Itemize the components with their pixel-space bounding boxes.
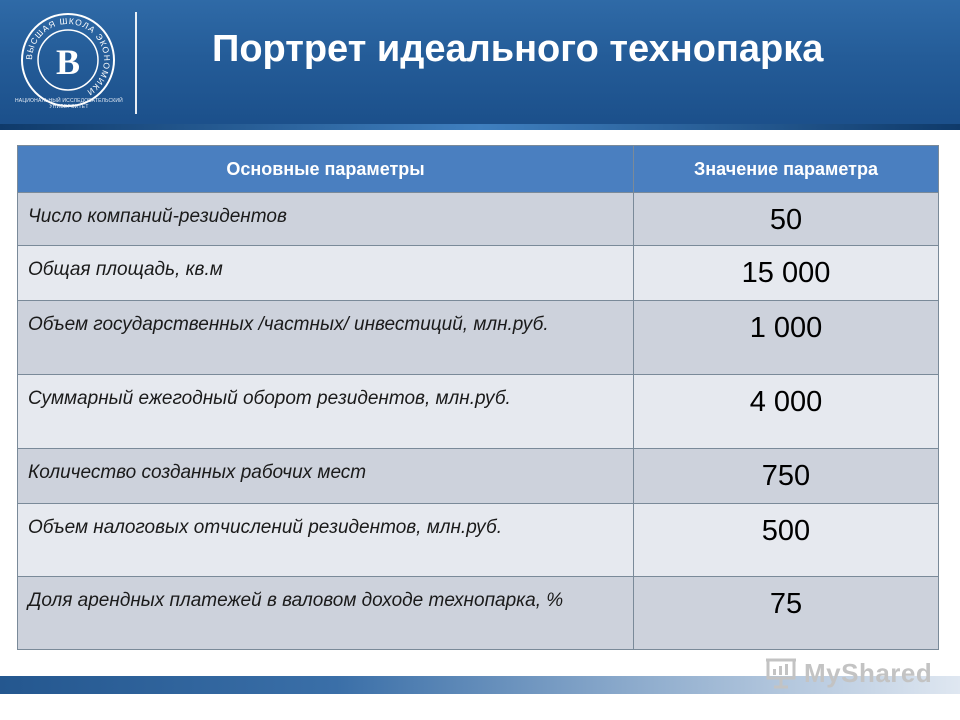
param-name: Число компаний-резидентов bbox=[18, 193, 634, 246]
table-row bbox=[18, 193, 939, 246]
param-value: 15 000 bbox=[634, 246, 939, 301]
presentation-board-icon bbox=[764, 657, 798, 689]
watermark-text: MyShared bbox=[804, 657, 933, 688]
param-value: 4 000 bbox=[634, 375, 939, 449]
table-row bbox=[18, 449, 939, 504]
param-name: Количество созданных рабочих мест bbox=[18, 449, 634, 504]
param-value: 750 bbox=[634, 449, 939, 504]
table-row bbox=[18, 504, 939, 577]
column-header-parameter: Основные параметры bbox=[18, 146, 634, 193]
param-value: 75 bbox=[634, 577, 939, 650]
logo-ring-text: ВЫСШАЯ ШКОЛА ЭКОНОМИКИ bbox=[23, 15, 113, 98]
param-value: 1 000 bbox=[634, 301, 939, 375]
table-row bbox=[18, 246, 939, 301]
svg-text:В: В bbox=[55, 42, 81, 82]
hse-logo-icon bbox=[18, 10, 118, 110]
param-name: Суммарный ежегодный оборот резидентов, млн.руб. bbox=[18, 375, 634, 449]
watermark bbox=[764, 655, 932, 691]
table-row bbox=[18, 301, 939, 375]
param-name: Объем налоговых отчислений резидентов, млн.руб. bbox=[18, 504, 634, 577]
parameters-table bbox=[17, 145, 939, 650]
table-row bbox=[18, 375, 939, 449]
header-divider bbox=[0, 124, 960, 130]
logo-caption: НАЦИОНАЛЬНЫЙ ИССЛЕДОВАТЕЛЬСКИЙ УНИВЕРСИТЕТ bbox=[15, 98, 123, 110]
param-value: 500 bbox=[634, 504, 939, 577]
table-row bbox=[18, 577, 939, 650]
param-name: Объем государственных /частных/ инвестиций, млн.руб. bbox=[18, 301, 634, 375]
param-name: Общая площадь, кв.м bbox=[18, 246, 634, 301]
header-vertical-line bbox=[135, 12, 137, 114]
page-title: Портрет идеального технопарка bbox=[212, 28, 824, 70]
column-header-value: Значение параметра bbox=[634, 146, 939, 193]
param-name: Доля арендных платежей в валовом доходе технопарка, % bbox=[18, 577, 634, 650]
param-value: 50 bbox=[634, 193, 939, 246]
table-header-row bbox=[18, 146, 939, 193]
